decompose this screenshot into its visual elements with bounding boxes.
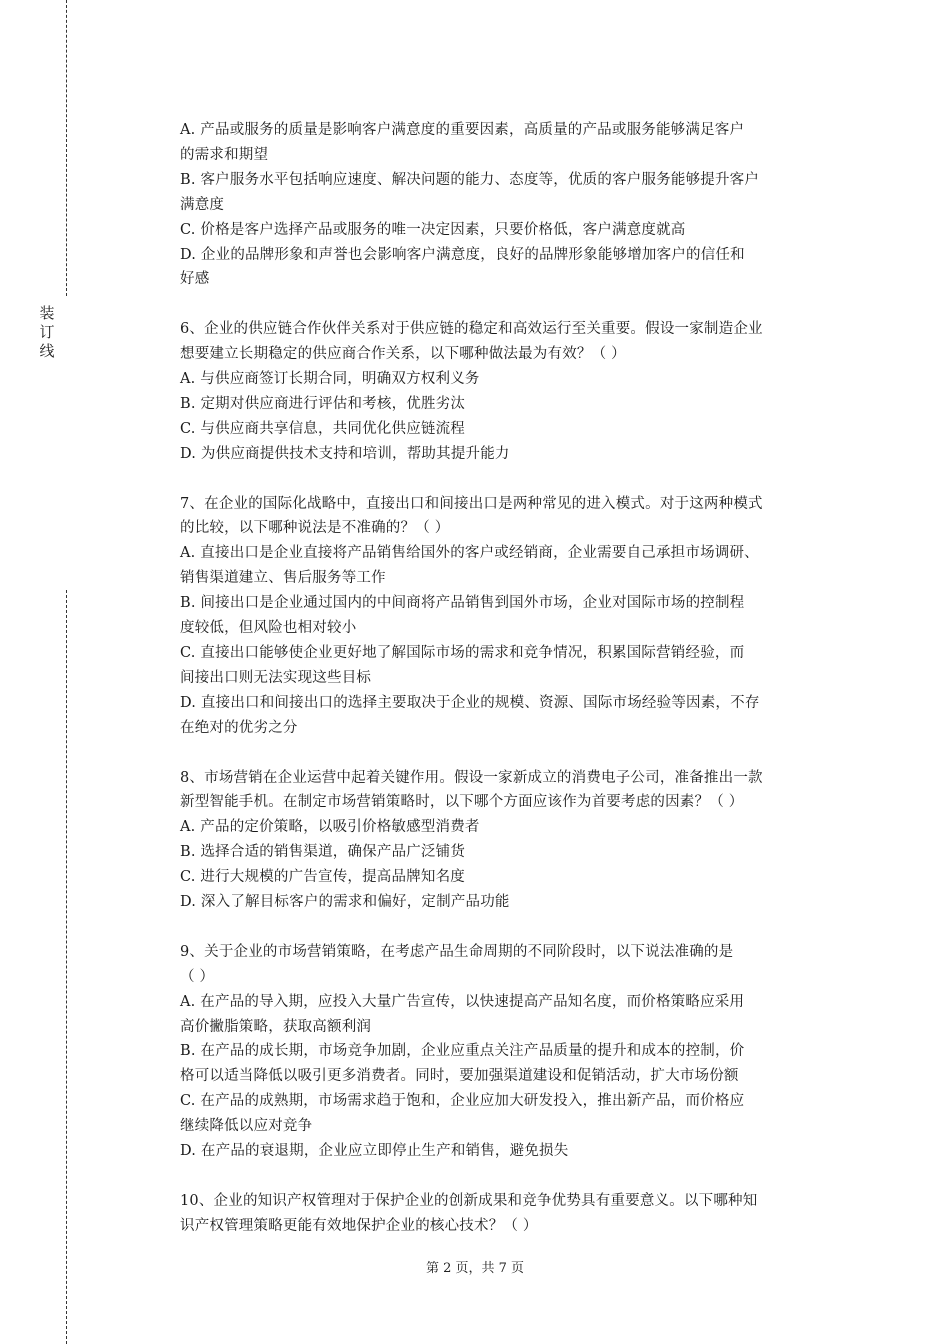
- text-line: B. 客户服务水平包括响应速度、解决问题的能力、态度等，优质的客户服务能够提升客户: [180, 171, 760, 188]
- text-line: 10、企业的知识产权管理对于保护企业的创新成果和竞争优势具有重要意义。以下哪种知: [180, 1192, 758, 1209]
- text-line: A. 与供应商签订长期合同，明确双方权利义务: [180, 371, 480, 388]
- text-line: 7、在企业的国际化战略中，直接出口和间接出口是两种常见的进入模式。对于这两种模式: [180, 495, 763, 512]
- binding-label: [36, 304, 58, 361]
- text-line: 的需求和期望: [180, 146, 269, 163]
- text-line: A. 在产品的导入期，应投入大量广告宣传，以快速提高产品知名度，而价格策略应采用: [180, 993, 745, 1010]
- text-line: C. 进行大规模的广告宣传，提高品牌知名度: [180, 869, 465, 886]
- question-block: [180, 766, 840, 915]
- text-line: 识产权管理策略更能有效地保护企业的核心技术？（ ）: [180, 1217, 538, 1234]
- text-line: D. 直接出口和间接出口的选择主要取决于企业的规模、资源、国际市场经验等因素，不存: [180, 694, 760, 711]
- text-line: C. 在产品的成熟期，市场需求趋于饱和，企业应加大研发投入，推出新产品，而价格应: [180, 1093, 745, 1110]
- text-line: 好感: [180, 271, 210, 288]
- text-line: 高价撇脂策略，获取高额利润: [180, 1018, 372, 1035]
- text-line: B. 选择合适的销售渠道，确保产品广泛铺货: [180, 844, 466, 861]
- question-block: [180, 940, 840, 1164]
- binding-line-top: [66, 0, 67, 296]
- binding-line-bottom: [66, 590, 67, 1344]
- text-line: 8、市场营销在企业运营中起着关键作用。假设一家新成立的消费电子公司，准备推出一款: [180, 769, 763, 786]
- text-line: B. 在产品的成长期，市场竞争加剧，企业应重点关注产品质量的提升和成本的控制，价: [180, 1043, 745, 1060]
- text-line: C. 直接出口能够使企业更好地了解国际市场的需求和竞争情况，积累国际营销经验，而: [180, 645, 745, 661]
- text-line: D. 在产品的衰退期，企业应立即停止生产和销售，避免损失: [180, 1143, 569, 1160]
- text-line: C. 价格是客户选择产品或服务的唯一决定因素，只要价格低，客户满意度就高: [180, 221, 686, 238]
- page-footer: 第 2 页，共 7 页: [425, 1261, 525, 1276]
- text-line: A. 产品或服务的质量是影响客户满意度的重要因素，高质量的产品或服务能够满足客户: [180, 122, 745, 138]
- question-block: [180, 1189, 840, 1239]
- text-line: A. 产品的定价策略，以吸引价格敏感型消费者: [180, 819, 480, 836]
- exam-content: [180, 118, 840, 1264]
- text-line: 想要建立长期稳定的供应商合作关系，以下哪种做法最为有效？（ ）: [180, 346, 626, 363]
- binding-char: 订: [39, 323, 55, 341]
- text-line: 继续降低以应对竞争: [180, 1118, 313, 1135]
- text-line: D. 为供应商提供技术支持和培训，帮助其提升能力: [180, 445, 510, 462]
- text-line: 6、企业的供应链合作伙伴关系对于供应链的稳定和高效运行至关重要。假设一家制造企业: [180, 321, 763, 338]
- question-options-continued: [180, 118, 840, 292]
- question-block: [180, 492, 840, 741]
- text-line: 满意度: [180, 196, 225, 213]
- question-block: [180, 317, 840, 466]
- text-line: A. 直接出口是企业直接将产品销售给国外的客户或经销商，企业需要自己承担市场调研、: [180, 545, 759, 562]
- text-line: （ ）: [180, 968, 215, 985]
- text-line: B. 定期对供应商进行评估和考核，优胜劣汰: [180, 395, 466, 412]
- text-line: 新型智能手机。在制定市场营销策略时，以下哪个方面应该作为首要考虑的因素？（ ）: [180, 794, 744, 811]
- text-line: 间接出口则无法实现这些目标: [180, 669, 372, 686]
- text-line: 销售渠道建立、售后服务等工作: [180, 570, 386, 587]
- text-line: 在绝对的优劣之分: [180, 719, 298, 736]
- text-line: 格可以适当降低以吸引更多消费者。同时，要加强渠道建设和促销活动，扩大市场份额: [180, 1068, 739, 1085]
- binding-char: 装: [39, 304, 55, 322]
- text-line: D. 深入了解目标客户的需求和偏好，定制产品功能: [180, 894, 510, 911]
- text-line: 的比较，以下哪种说法是不准确的？（ ）: [180, 520, 450, 537]
- text-line: C. 与供应商共享信息，共同优化供应链流程: [180, 420, 465, 437]
- text-line: 9、关于企业的市场营销策略，在考虑产品生命周期的不同阶段时，以下说法准确的是: [180, 943, 734, 960]
- text-line: D. 企业的品牌形象和声誉也会影响客户满意度，良好的品牌形象能够增加客户的信任和: [180, 246, 745, 263]
- binding-char: 线: [39, 342, 55, 360]
- text-line: B. 间接出口是企业通过国内的中间商将产品销售到国外市场，企业对国际市场的控制程: [180, 595, 745, 612]
- text-line: 度较低，但风险也相对较小: [180, 620, 357, 637]
